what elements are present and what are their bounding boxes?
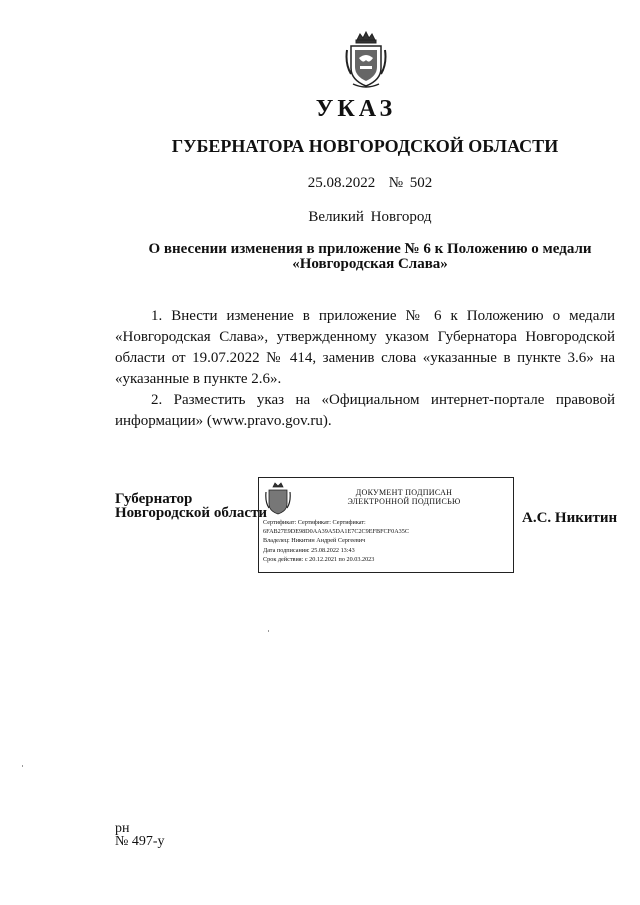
cert-validity: Срок действия: с 20.12.2021 по 20.03.2023 <box>263 555 375 563</box>
stamp-header-line-1: ДОКУМЕНТ ПОДПИСАН <box>355 488 453 497</box>
document-title: УКАЗ <box>315 96 397 122</box>
paragraph-2: 2. Разместить указ на «Официальном интернет-портале правовой информации» (www.pravo.gov.ru). <box>115 392 615 429</box>
cert-label: Сертификат: Сертификат: Сертификат: <box>263 519 366 526</box>
signer-position <box>115 492 267 520</box>
electronic-signature-stamp <box>258 477 514 573</box>
decree-number: № 502 <box>388 175 433 191</box>
stamp-details <box>263 518 511 564</box>
coat-of-arms-icon <box>265 482 291 516</box>
signer-name: А.С. Никитин <box>522 510 618 526</box>
paragraph-1: 1. Внести изменение в приложение № 6 к Положению о медали «Новгородская Слава», утвержденному указом Губернатора Новгородской области от 19.07.2022 № 414, заменив слова «указанные в пункте 3.6» на «указанные в пункте 2.6». <box>115 308 615 387</box>
cert-serial: 6FAB27E9DE98D0AA39A5DA1E7C2C9EFBFCF0A35C <box>263 528 409 536</box>
signer-position-line-1: Губернатор <box>115 491 193 507</box>
heading-line-2: «Новгородская Слава» <box>292 256 448 272</box>
decree-date: 25.08.2022 <box>307 175 376 191</box>
footer-initials: рн <box>115 821 130 836</box>
city: Великий Новгород <box>308 209 432 225</box>
scan-speck <box>268 630 269 632</box>
decree-heading <box>120 242 620 272</box>
stamp-header <box>299 488 509 506</box>
scan-speck <box>22 765 23 767</box>
footer-registration <box>115 822 165 848</box>
date-number-line <box>0 175 640 192</box>
decree-body <box>115 306 615 432</box>
signer-position-line-2: Новгородской области <box>115 505 268 521</box>
footer-reg-number: № 497-у <box>115 834 165 849</box>
coat-of-arms-icon <box>345 30 387 90</box>
stamp-header-line-2: ЭЛЕКТРОННОЙ ПОДПИСЬЮ <box>347 497 461 506</box>
heading-line-1: О внесении изменения в приложение № 6 к Положению о медали <box>148 241 592 257</box>
sign-date: Дата подписания: 25.08.2022 13:43 <box>263 546 355 554</box>
cert-owner: Владелец: Никитин Андрей Сергеевич <box>263 537 366 545</box>
document-subtitle: ГУБЕРНАТОРА НОВГОРОДСКОЙ ОБЛАСТИ <box>171 136 559 156</box>
